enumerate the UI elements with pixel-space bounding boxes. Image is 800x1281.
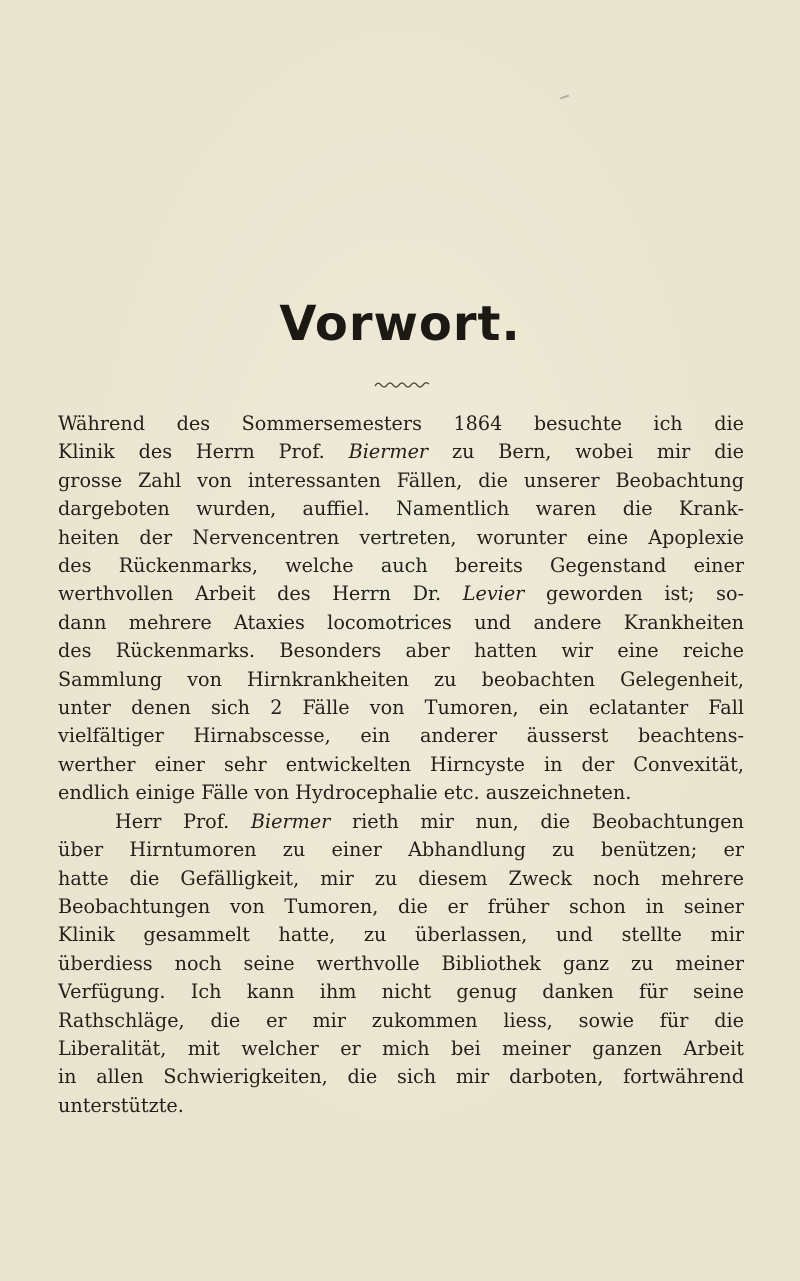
text-segment: werthvollen Arbeit des Herrn Dr. bbox=[58, 582, 463, 606]
text-line bbox=[58, 978, 744, 1006]
paragraph bbox=[58, 808, 744, 1120]
paragraph bbox=[58, 410, 744, 808]
text-segment: zu Bern, wobei mir die bbox=[428, 440, 744, 464]
text-segment: grosse Zahl von interessanten Fällen, die unserer Beobachtung bbox=[58, 468, 744, 492]
preface-body bbox=[58, 410, 744, 1120]
text-segment: Herr Prof. bbox=[115, 809, 251, 833]
text-segment: Verfügung. Ich kann ihm nicht genug danken für seine bbox=[58, 980, 744, 1004]
text-segment: hatte die Gefälligkeit, mir zu diesem Zweck noch mehrere bbox=[58, 866, 744, 890]
text-line bbox=[58, 836, 744, 864]
text-segment: dann mehrere Ataxies locomotrices und andere Krankheiten bbox=[58, 610, 744, 634]
page-title: Vorwort. bbox=[279, 296, 521, 352]
text-line bbox=[58, 495, 744, 523]
text-line bbox=[58, 1035, 744, 1063]
text-line bbox=[58, 865, 744, 893]
text-segment: Klinik des Herrn Prof. bbox=[58, 440, 349, 464]
text-segment: unter denen sich 2 Fälle von Tumoren, ein eclatanter Fall bbox=[58, 696, 744, 720]
text-segment: Während des Sommersemesters 1864 besuchte ich die bbox=[58, 412, 744, 435]
text-line bbox=[58, 410, 744, 438]
text-line bbox=[58, 552, 744, 580]
text-segment: heiten der Nervencentren vertreten, worunter eine Apoplexie bbox=[58, 525, 744, 549]
title-ornament-rule bbox=[373, 380, 433, 390]
text-line bbox=[58, 666, 744, 694]
text-line bbox=[58, 637, 744, 665]
text-line bbox=[58, 467, 744, 495]
text-line bbox=[58, 751, 744, 779]
text-line bbox=[58, 1063, 744, 1091]
text-segment: unterstützte. bbox=[58, 1093, 184, 1117]
text-segment: des Rückenmarks, welche auch bereits Gegenstand einer bbox=[58, 554, 744, 578]
person-name: Biermer bbox=[250, 809, 331, 833]
text-line bbox=[58, 893, 744, 921]
text-segment: des Rückenmarks. Besonders aber hatten wir eine reiche bbox=[58, 639, 744, 663]
text-line bbox=[58, 580, 744, 608]
text-line bbox=[58, 808, 744, 836]
person-name: Biermer bbox=[348, 440, 429, 464]
text-segment: überdiess noch seine werthvolle Bibliothek ganz zu meiner bbox=[58, 951, 744, 975]
text-line bbox=[58, 1092, 744, 1120]
text-line bbox=[58, 438, 744, 466]
text-line bbox=[58, 950, 744, 978]
text-segment: Sammlung von Hirnkrankheiten zu beobachten Gelegenheit, bbox=[58, 667, 744, 691]
text-line bbox=[58, 722, 744, 750]
text-segment: geworden ist; so- bbox=[524, 582, 744, 606]
text-segment: endlich einige Fälle von Hydrocephalie etc. auszeichneten. bbox=[58, 781, 632, 805]
text-line bbox=[58, 1007, 744, 1035]
page-speck bbox=[560, 95, 569, 100]
text-segment: Liberalität, mit welcher er mich bei meiner ganzen Arbeit bbox=[58, 1036, 744, 1060]
text-segment: vielfältiger Hirnabscesse, ein anderer äusserst beachtens- bbox=[58, 724, 744, 748]
text-line bbox=[58, 524, 744, 552]
text-segment: Beobachtungen von Tumoren, die er früher schon in seiner bbox=[58, 894, 744, 918]
text-segment: über Hirntumoren zu einer Abhandlung zu benützen; er bbox=[58, 838, 744, 862]
text-line bbox=[58, 694, 744, 722]
text-line bbox=[58, 921, 744, 949]
text-segment: werther einer sehr entwickelten Hirncyste in der Convexität, bbox=[58, 752, 744, 776]
text-segment: in allen Schwierigkeiten, die sich mir darboten, fortwährend bbox=[58, 1065, 744, 1089]
text-segment: Rathschläge, die er mir zukommen liess, sowie für die bbox=[58, 1008, 744, 1032]
text-segment: dargeboten wurden, auffiel. Namentlich waren die Krank- bbox=[58, 497, 744, 521]
text-segment: Klinik gesammelt hatte, zu überlassen, und stellte mir bbox=[58, 923, 744, 947]
text-segment: rieth mir nun, die Beobachtungen bbox=[330, 809, 744, 833]
text-line bbox=[58, 779, 744, 807]
text-line bbox=[58, 609, 744, 637]
person-name: Levier bbox=[462, 582, 525, 606]
